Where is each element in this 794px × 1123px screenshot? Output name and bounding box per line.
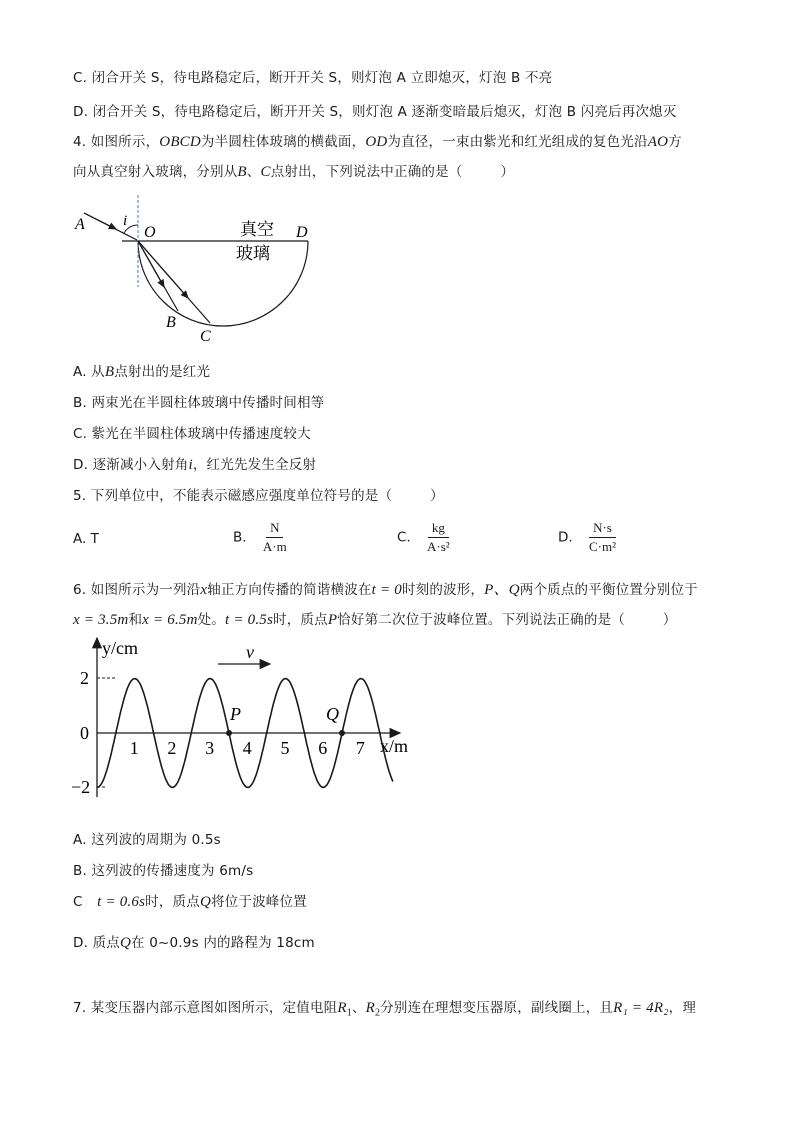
q7-stem: [73, 996, 696, 1019]
q4-refraction-figure: [70, 195, 330, 345]
q6-option-d: [73, 931, 315, 952]
q4-stem-line1: [73, 130, 682, 151]
q6-stem-text: 时，质点: [273, 612, 328, 628]
x-tick-4: 4: [242, 738, 252, 758]
q4-number: 4.: [73, 134, 87, 150]
q4-point-b: B: [237, 164, 247, 180]
label-b: B: [166, 314, 176, 331]
q7-stem-text: 7. 某变压器内部示意图如图所示，定值电阻: [73, 1000, 338, 1016]
q6-t0: t = 0: [371, 582, 402, 598]
q5-paren-close: ）: [430, 488, 444, 504]
q4-stem-text: 为直径，一束由紫光和红光组成的复色光沿: [387, 134, 648, 150]
q6-x1: x = 3.5m: [73, 612, 129, 628]
incident-arrow: [84, 213, 116, 229]
q5-option-d: [558, 520, 620, 555]
label-c: C: [200, 328, 211, 345]
velocity-label: v: [246, 642, 254, 662]
q6-stem-text: 恰好第二次位于波峰位置。下列说法正确的是（: [337, 612, 625, 628]
point-p: [226, 730, 232, 736]
q4-obcd: OBCD: [159, 134, 201, 150]
q6-stem-text: 6. 如图所示为一列沿: [73, 582, 201, 598]
q7-equation: R₁ = 4R₂: [613, 1000, 669, 1016]
q7-r1: R: [337, 1000, 347, 1016]
label-q: Q: [326, 704, 339, 724]
q4-option-a-text: 点射出的是红光: [114, 364, 211, 380]
q4-option-d-text: D. 逐渐减小入射角: [73, 457, 189, 473]
q6-x2: x = 6.5m: [142, 612, 198, 628]
q4-option-b: B. 两束光在半圆柱体玻璃中传播时间相等: [73, 395, 325, 411]
q7-r2-sub: 2: [375, 1007, 381, 1019]
q5-option-a: A. T: [73, 531, 99, 547]
ray-oc-arrow: [138, 241, 188, 298]
q6-stem-text: 和: [128, 612, 143, 628]
q4-stem-text: 向从真空射入玻璃，分别从: [73, 164, 238, 180]
q6-option-c: [73, 890, 307, 911]
q6-stem-text: 两个质点的平衡位置分别位于: [519, 582, 698, 598]
q5-stem-text: 5. 下列单位中，不能表示磁感应强度单位符号的是（: [73, 488, 393, 504]
point-q: [339, 730, 345, 736]
q4-stem-text: 、: [246, 164, 261, 180]
q6-option-c-t: t = 0.6s: [97, 894, 146, 910]
q5-option-b-label: B.: [233, 529, 247, 546]
q4-option-c: C. 紫光在半圆柱体玻璃中传播速度较大: [73, 426, 311, 442]
label-o: O: [144, 224, 156, 241]
q6-option-a: A. 这列波的周期为 0.5s: [73, 832, 221, 848]
x-tick-2: 2: [167, 738, 177, 758]
q4-stem-line2: [73, 160, 514, 181]
q6-t: t = 0.5s: [225, 612, 274, 628]
label-d: D: [296, 224, 308, 241]
label-glass: 玻璃: [236, 244, 270, 263]
q5-option-d-fraction: [585, 520, 620, 555]
q6-option-c-text: 将位于波峰位置: [210, 894, 307, 910]
semicircle-arc: [138, 241, 308, 326]
label-i: i: [123, 213, 128, 229]
q5-option-c: [397, 520, 454, 555]
q6-p: P: [327, 612, 338, 628]
q4-option-a-point: B: [104, 364, 115, 380]
q5-option-b-den: A·m: [262, 539, 287, 554]
q6-option-c-text: 时，质点: [145, 894, 200, 910]
q5-option-c-den: A·s²: [427, 539, 450, 554]
q7-r2: R: [365, 1000, 376, 1016]
q4-option-d: [73, 453, 316, 474]
q6-option-c-label: C: [73, 894, 83, 910]
y-tick-zero: 0: [80, 723, 89, 743]
q6-option-d-text: 在 0~0.9s 内的路程为 18cm: [131, 935, 315, 951]
label-a: A: [75, 216, 85, 233]
q4-stem-text: 方: [668, 134, 682, 150]
q4-option-a: [73, 360, 210, 381]
q6-option-c-q: Q: [199, 894, 211, 910]
q5-option-d-num: N·s: [589, 520, 616, 538]
q6-option-b: B. 这列波的传播速度为 6m/s: [73, 863, 254, 879]
q5-option-b-num: N: [266, 520, 283, 538]
x-tick-6: 6: [318, 738, 328, 758]
q6-stem-line2: [73, 608, 677, 629]
q5-option-c-fraction: [423, 520, 454, 555]
q6-option-d-q: Q: [119, 935, 132, 951]
q3-option-c: C. 闭合开关 S，待电路稳定后，断开开关 S，则灯泡 A 立即熄灭，灯泡 B 不亮: [73, 70, 553, 86]
q6-stem-line1: [73, 578, 698, 599]
q4-od: OD: [365, 134, 388, 150]
x-axis-label: x/m: [380, 736, 409, 756]
q7-stem-text: 分别连在理想变压器原，副线圈上，且: [380, 1000, 614, 1016]
q3-option-d: D. 闭合开关 S，待电路稳定后，断开开关 S，则灯泡 A 逐渐变暗最后熄灭，灯泡 B 闪亮后再次熄灭: [73, 104, 677, 120]
q6-option-d-text: D. 质点: [73, 935, 120, 951]
q5-option-d-label: D.: [558, 529, 573, 546]
q7-stem-text: ，理: [668, 1000, 697, 1016]
x-tick-7: 7: [355, 738, 365, 758]
q6-pq: P、Q: [484, 582, 520, 598]
x-tick-5: 5: [280, 738, 290, 758]
q4-stem-text: 如图所示，: [90, 134, 160, 150]
q4-stem-text: 点射出，下列说法中正确的是（: [270, 164, 463, 180]
y-tick-top: 2: [80, 668, 89, 688]
q6-stem-text: 轴正方向传播的简谐横波在: [207, 582, 372, 598]
q6-stem-text: 处。: [197, 612, 226, 628]
q5-option-c-label: C.: [397, 529, 411, 546]
ray-ob-arrow: [138, 241, 164, 287]
q4-stem-text: 为半圆柱体玻璃的横截面，: [200, 134, 366, 150]
q6-wave-figure: [70, 632, 420, 812]
q7-stem-text: 、: [351, 1000, 366, 1016]
y-axis-label: y/cm: [102, 638, 138, 658]
q6-stem-text: 时刻的波形，: [401, 582, 485, 598]
q4-paren-close: ）: [500, 164, 515, 180]
q4-point-c: C: [260, 164, 271, 180]
label-p: P: [230, 704, 241, 724]
q7-r1-sub: 1: [346, 1007, 352, 1019]
q5-option-d-den: C·m²: [588, 539, 616, 554]
x-tick-1: 1: [129, 738, 139, 758]
q4-option-d-text: ，红光先发生全反射: [192, 457, 317, 473]
q5-stem: [73, 484, 444, 504]
q5-option-c-num: kg: [428, 520, 449, 538]
q4-option-a-text: A. 从: [73, 364, 105, 380]
q6-x: x: [200, 582, 208, 598]
label-vacuum: 真空: [240, 220, 274, 239]
q6-paren-close: ）: [662, 612, 677, 628]
q4-ao: AO: [647, 134, 669, 150]
q4-option-d-i: i: [188, 457, 193, 473]
q5-option-b-fraction: [259, 520, 291, 555]
x-tick-3: 3: [205, 738, 215, 758]
y-tick-bottom: −2: [71, 777, 91, 797]
q5-option-b: [233, 520, 291, 555]
